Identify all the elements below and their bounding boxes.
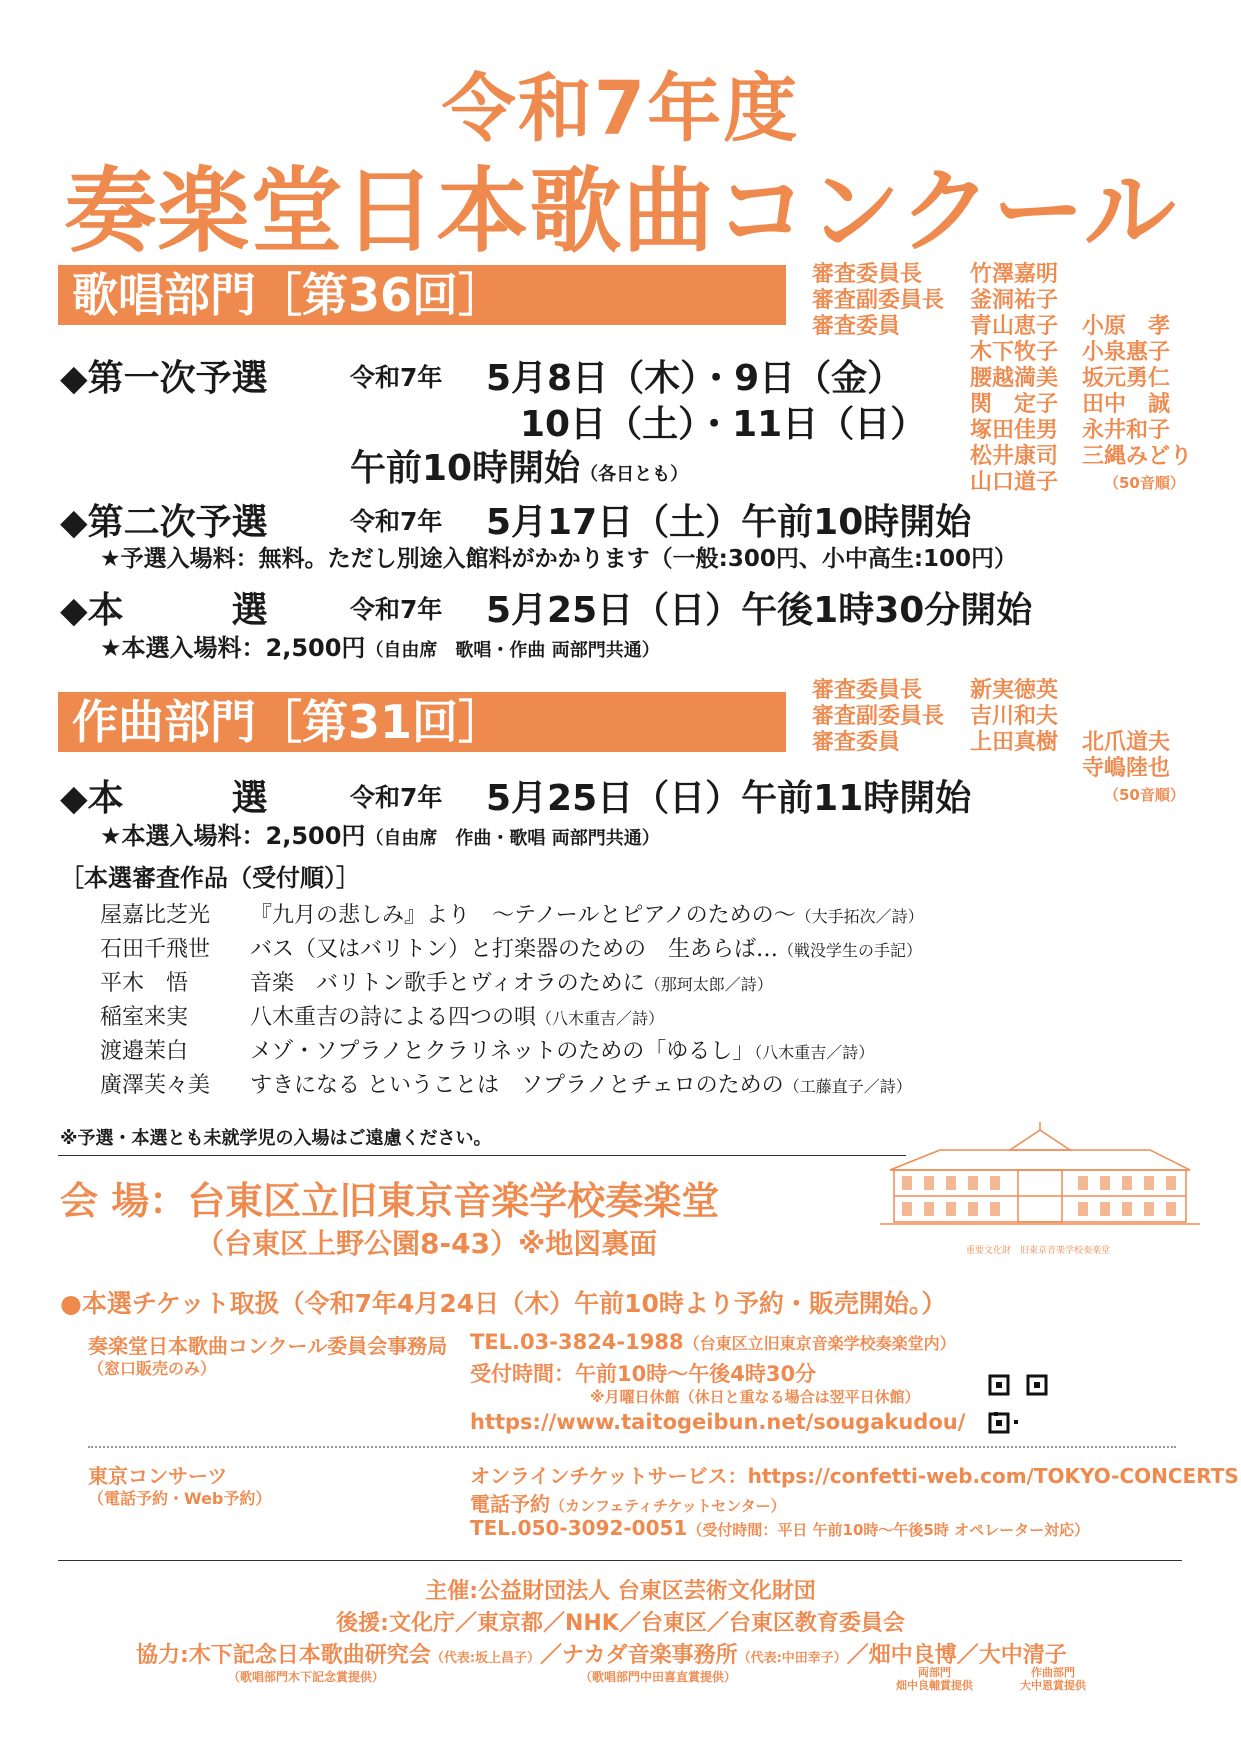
composition-final-label: ◆本 選: [60, 778, 268, 819]
vocal-final-date: 5月25日（日）午後1時30分開始: [486, 590, 1033, 631]
work-composer: 渡邉茉白: [100, 1039, 189, 1064]
vocal-judge-name: 青山恵子: [970, 314, 1059, 339]
vocal-judge-name: 三縄みどり: [1082, 444, 1193, 469]
building-window: [946, 1202, 956, 1216]
tc-tel-number: TEL.050-3092-0051: [470, 1516, 688, 1540]
tc-tel: [470, 1516, 1089, 1540]
vocal-judge-role: 審査委員: [812, 314, 901, 339]
second-prelim-label: ◆第二次予選: [60, 502, 268, 543]
tc-phone-note: （カンフェティチケットセンター）: [550, 1497, 786, 1515]
building-window: [924, 1202, 934, 1216]
vocal-judge-name: 松井康司: [970, 444, 1059, 469]
vocal-judge-role: 審査委員長: [812, 262, 923, 287]
building-caption: 重要文化財 旧東京音楽学校奏楽堂: [966, 1246, 1111, 1256]
qr-module: [1014, 1420, 1018, 1424]
coop-1: 協力:木下記念日本歌曲研究会: [136, 1643, 431, 1668]
building-window: [1078, 1176, 1088, 1190]
coop-2-rep: （代表:中田幸子）: [737, 1651, 847, 1666]
composition-judge-name: 吉川和夫: [970, 704, 1059, 729]
building-window: [1144, 1176, 1154, 1190]
building-window: [924, 1176, 934, 1190]
notice: ※予選・本選とも未就学児の入場はご遠慮ください。: [60, 1128, 492, 1149]
qr-module: [996, 1420, 1002, 1426]
tc-note: （電話予約・Web予約）: [88, 1489, 272, 1508]
first-prelim-time-text: 午前10時開始: [350, 448, 581, 489]
vocal-judge-name: 竹澤嘉明: [970, 262, 1059, 287]
qr-module: [996, 1382, 1002, 1388]
vocal-judge-name: 坂元勇仁: [1082, 366, 1171, 391]
work-composer: 廣澤芙々美: [100, 1073, 211, 1098]
organizer: 主催:公益財団法人 台東区芸術文化財団: [425, 1579, 816, 1604]
work-composer: 稲室来実: [100, 1005, 189, 1030]
vocal-judge-name: 小泉惠子: [1082, 340, 1171, 365]
coop-3-note-a: 両部門: [918, 1666, 951, 1679]
work-composer: 屋嘉比芝光: [100, 903, 211, 928]
work-title: 『九月の悲しみ』より ～テノールとピアノのための～（大手拓次／詩）: [250, 903, 924, 928]
building-window: [1144, 1202, 1154, 1216]
vocal-final-label: ◆本 選: [60, 590, 268, 631]
composition-final-fee-note: （自由席 作曲・歌唱 両部門共通）: [365, 828, 660, 849]
work-text-source: （八木重吉／詩）: [536, 1009, 665, 1028]
work-text-source: （大手拓次／詩）: [795, 907, 924, 926]
building-window: [990, 1202, 1000, 1216]
coop-3-note: [896, 1666, 973, 1692]
composition-judge-role: 審査副委員長: [812, 704, 945, 729]
work-text-source: （工藤直子／詩）: [783, 1077, 912, 1096]
composition-section-band: 作曲部門［第31回］: [58, 692, 786, 752]
work-title: 八木重吉の詩による四つの唄（八木重吉／詩）: [250, 1005, 665, 1030]
first-prelim-time: [350, 440, 688, 491]
first-prelim-date2: 10日（土）・11日（日）: [520, 404, 927, 445]
office-hours: 受付時間：午前10時～午後4時30分: [470, 1362, 817, 1386]
vocal-section-band: 歌唱部門［第36回］: [58, 265, 786, 325]
tc-name: 東京コンサーツ: [88, 1464, 228, 1488]
coop-2: ／ナカダ音楽事務所: [540, 1643, 738, 1668]
vocal-judge-name: 木下牧子: [970, 340, 1059, 365]
work-composer: 平木 悟: [100, 971, 189, 996]
divider: [58, 1155, 906, 1156]
office-tel-number: TEL.03-3824-1988: [470, 1330, 684, 1354]
composition-judge-role: 審査委員長: [812, 678, 923, 703]
composition-judge-name: 北爪道夫: [1082, 730, 1171, 755]
qr-module: [994, 1412, 998, 1416]
first-prelim-time-note: （各日とも）: [580, 464, 689, 485]
work-title: バス（又はバリトン）と打楽器のための 生あらば…（戦没学生の手記）: [250, 937, 923, 962]
work-title: メゾ・ソプラノとクラリネットのための「ゆるし」（八木重吉／詩）: [250, 1039, 875, 1064]
cooperation: [136, 1638, 1067, 1669]
vocal-judge-name: （50音順）: [1104, 474, 1185, 492]
works-heading: ［本選審査作品（受付順）］: [60, 864, 360, 892]
building-window: [968, 1176, 978, 1190]
qr-code-icon[interactable]: [988, 1374, 1048, 1434]
support: 後援:文化庁／東京都／NHK／台東区／台東区教育委員会: [336, 1611, 905, 1636]
building-window: [990, 1176, 1000, 1190]
building-window: [1166, 1202, 1176, 1216]
qr-module: [1034, 1382, 1040, 1388]
coop-4-note: [1020, 1666, 1086, 1692]
vocal-judge-name: 山口道子: [970, 470, 1059, 495]
venue-label: 会 場：台東区立旧東京音楽学校奏楽堂: [60, 1179, 720, 1223]
vocal-judge-name: 釜洞祐子: [970, 288, 1059, 313]
tc-phone-label: 電話予約: [470, 1492, 550, 1516]
building-illustration: [880, 1120, 1200, 1240]
building-window: [1166, 1176, 1176, 1190]
building-window: [1122, 1202, 1132, 1216]
tc-phone: [470, 1488, 786, 1517]
second-prelim-date: 5月17日（土）午前10時開始: [486, 502, 972, 543]
building-window: [902, 1202, 912, 1216]
first-prelim-date1: 5月8日（木）・9日（金）: [486, 358, 904, 399]
building-window: [1122, 1176, 1132, 1190]
coop-4-note-b: 大中恩賞提供: [1020, 1679, 1086, 1692]
work-title: 音楽 バリトン歌手とヴィオラのために（那珂太郎／詩）: [250, 971, 773, 996]
vocal-judge-role: 審査副委員長: [812, 288, 945, 313]
composition-judge-name: 寺嶋陸也: [1082, 756, 1171, 781]
composition-final-era: 令和7年: [350, 783, 443, 812]
building-window: [902, 1176, 912, 1190]
second-prelim-era: 令和7年: [350, 507, 443, 536]
tc-tel-note: （受付時間：平日 午前10時～午後5時 オペレーター対応）: [687, 1521, 1090, 1539]
composition-judge-name: 新実徳英: [970, 678, 1059, 703]
coop-1-rep: （代表:坂上昌子）: [430, 1651, 541, 1666]
coop-3: ／畑中良博: [846, 1643, 957, 1668]
work-text-source: （戦没学生の手記）: [778, 941, 923, 960]
vocal-judge-name: 田中 誠: [1082, 392, 1171, 417]
composition-final-fee: [100, 816, 660, 851]
event-title: 奏楽堂日本歌曲コンクール: [64, 158, 1177, 265]
composition-final-date: 5月25日（日）午前11時開始: [486, 778, 972, 819]
coop-3-note-b: 畑中良輔賞提供: [896, 1679, 973, 1692]
second-prelim-fee: ★予選入場料：無料。ただし別途入館料がかかります（一般:300円、小中高生:100円）: [100, 546, 1018, 572]
building-window: [1100, 1176, 1110, 1190]
vocal-judge-name: 永井和子: [1082, 418, 1171, 443]
coop-2-note: （歌唱部門中田喜直賞提供）: [580, 1670, 737, 1684]
dotted-divider: [88, 1446, 1176, 1448]
composition-judge-name: 上田真樹: [970, 730, 1059, 755]
work-title: すきになる ということは ソプラノとチェロのための（工藤直子／詩）: [250, 1073, 912, 1098]
ticket-heading: ●本選チケット取扱（令和7年4月24日（木）午前10時より予約・販売開始。）: [60, 1289, 947, 1318]
coop-4: ／大中清子: [956, 1643, 1067, 1668]
building-window: [1100, 1202, 1110, 1216]
composition-final-fee-text: ★本選入場料：2,500円: [100, 822, 366, 850]
vocal-judge-name: 腰越満美: [970, 366, 1059, 391]
office-tel-note: （台東区立旧東京音楽学校奏楽堂内）: [683, 1334, 956, 1353]
office-note: （窓口販売のみ）: [88, 1359, 217, 1378]
event-year: 令和7年度: [441, 66, 800, 152]
office-url[interactable]: https://www.taitogeibun.net/sougakudou/: [470, 1410, 966, 1434]
work-text-source: （八木重吉／詩）: [754, 1043, 875, 1062]
vocal-final-era: 令和7年: [350, 595, 443, 624]
office-closed: ※月曜日休館（休日と重なる場合は翌平日休館）: [590, 1388, 920, 1406]
office-name: 奏楽堂日本歌曲コンクール委員会事務局: [88, 1334, 448, 1358]
vocal-judge-name: 関 定子: [970, 392, 1059, 417]
office-tel: [470, 1330, 956, 1354]
vocal-judge-name: 小原 孝: [1082, 314, 1171, 339]
composition-judge-name: （50音順）: [1104, 786, 1185, 804]
first-prelim-label: ◆第一次予選: [60, 358, 268, 399]
tc-online[interactable]: オンラインチケットサービス：https://confetti-web.com/TOKYO-CONCERTS: [470, 1464, 1239, 1488]
composition-judge-role: 審査委員: [812, 730, 901, 755]
vocal-judge-name: 塚田佳男: [970, 418, 1059, 443]
work-composer: 石田千飛世: [100, 937, 211, 962]
building-window: [968, 1202, 978, 1216]
building-window: [1078, 1202, 1088, 1216]
coop-4-note-a: 作曲部門: [1031, 1666, 1075, 1679]
vocal-final-fee-note: （自由席 歌唱・作曲 両部門共通）: [365, 640, 660, 661]
work-text-source: （那珂太郎／詩）: [644, 975, 773, 994]
first-prelim-era: 令和7年: [350, 363, 443, 392]
footer-divider: [58, 1560, 1182, 1561]
venue-address: （台東区上野公園8-43）※地図裏面: [196, 1227, 658, 1260]
coop-1-note: （歌唱部門木下記念賞提供）: [228, 1670, 385, 1684]
vocal-final-fee-text: ★本選入場料：2,500円: [100, 634, 366, 662]
building-window: [946, 1176, 956, 1190]
vocal-final-fee: [100, 628, 660, 663]
